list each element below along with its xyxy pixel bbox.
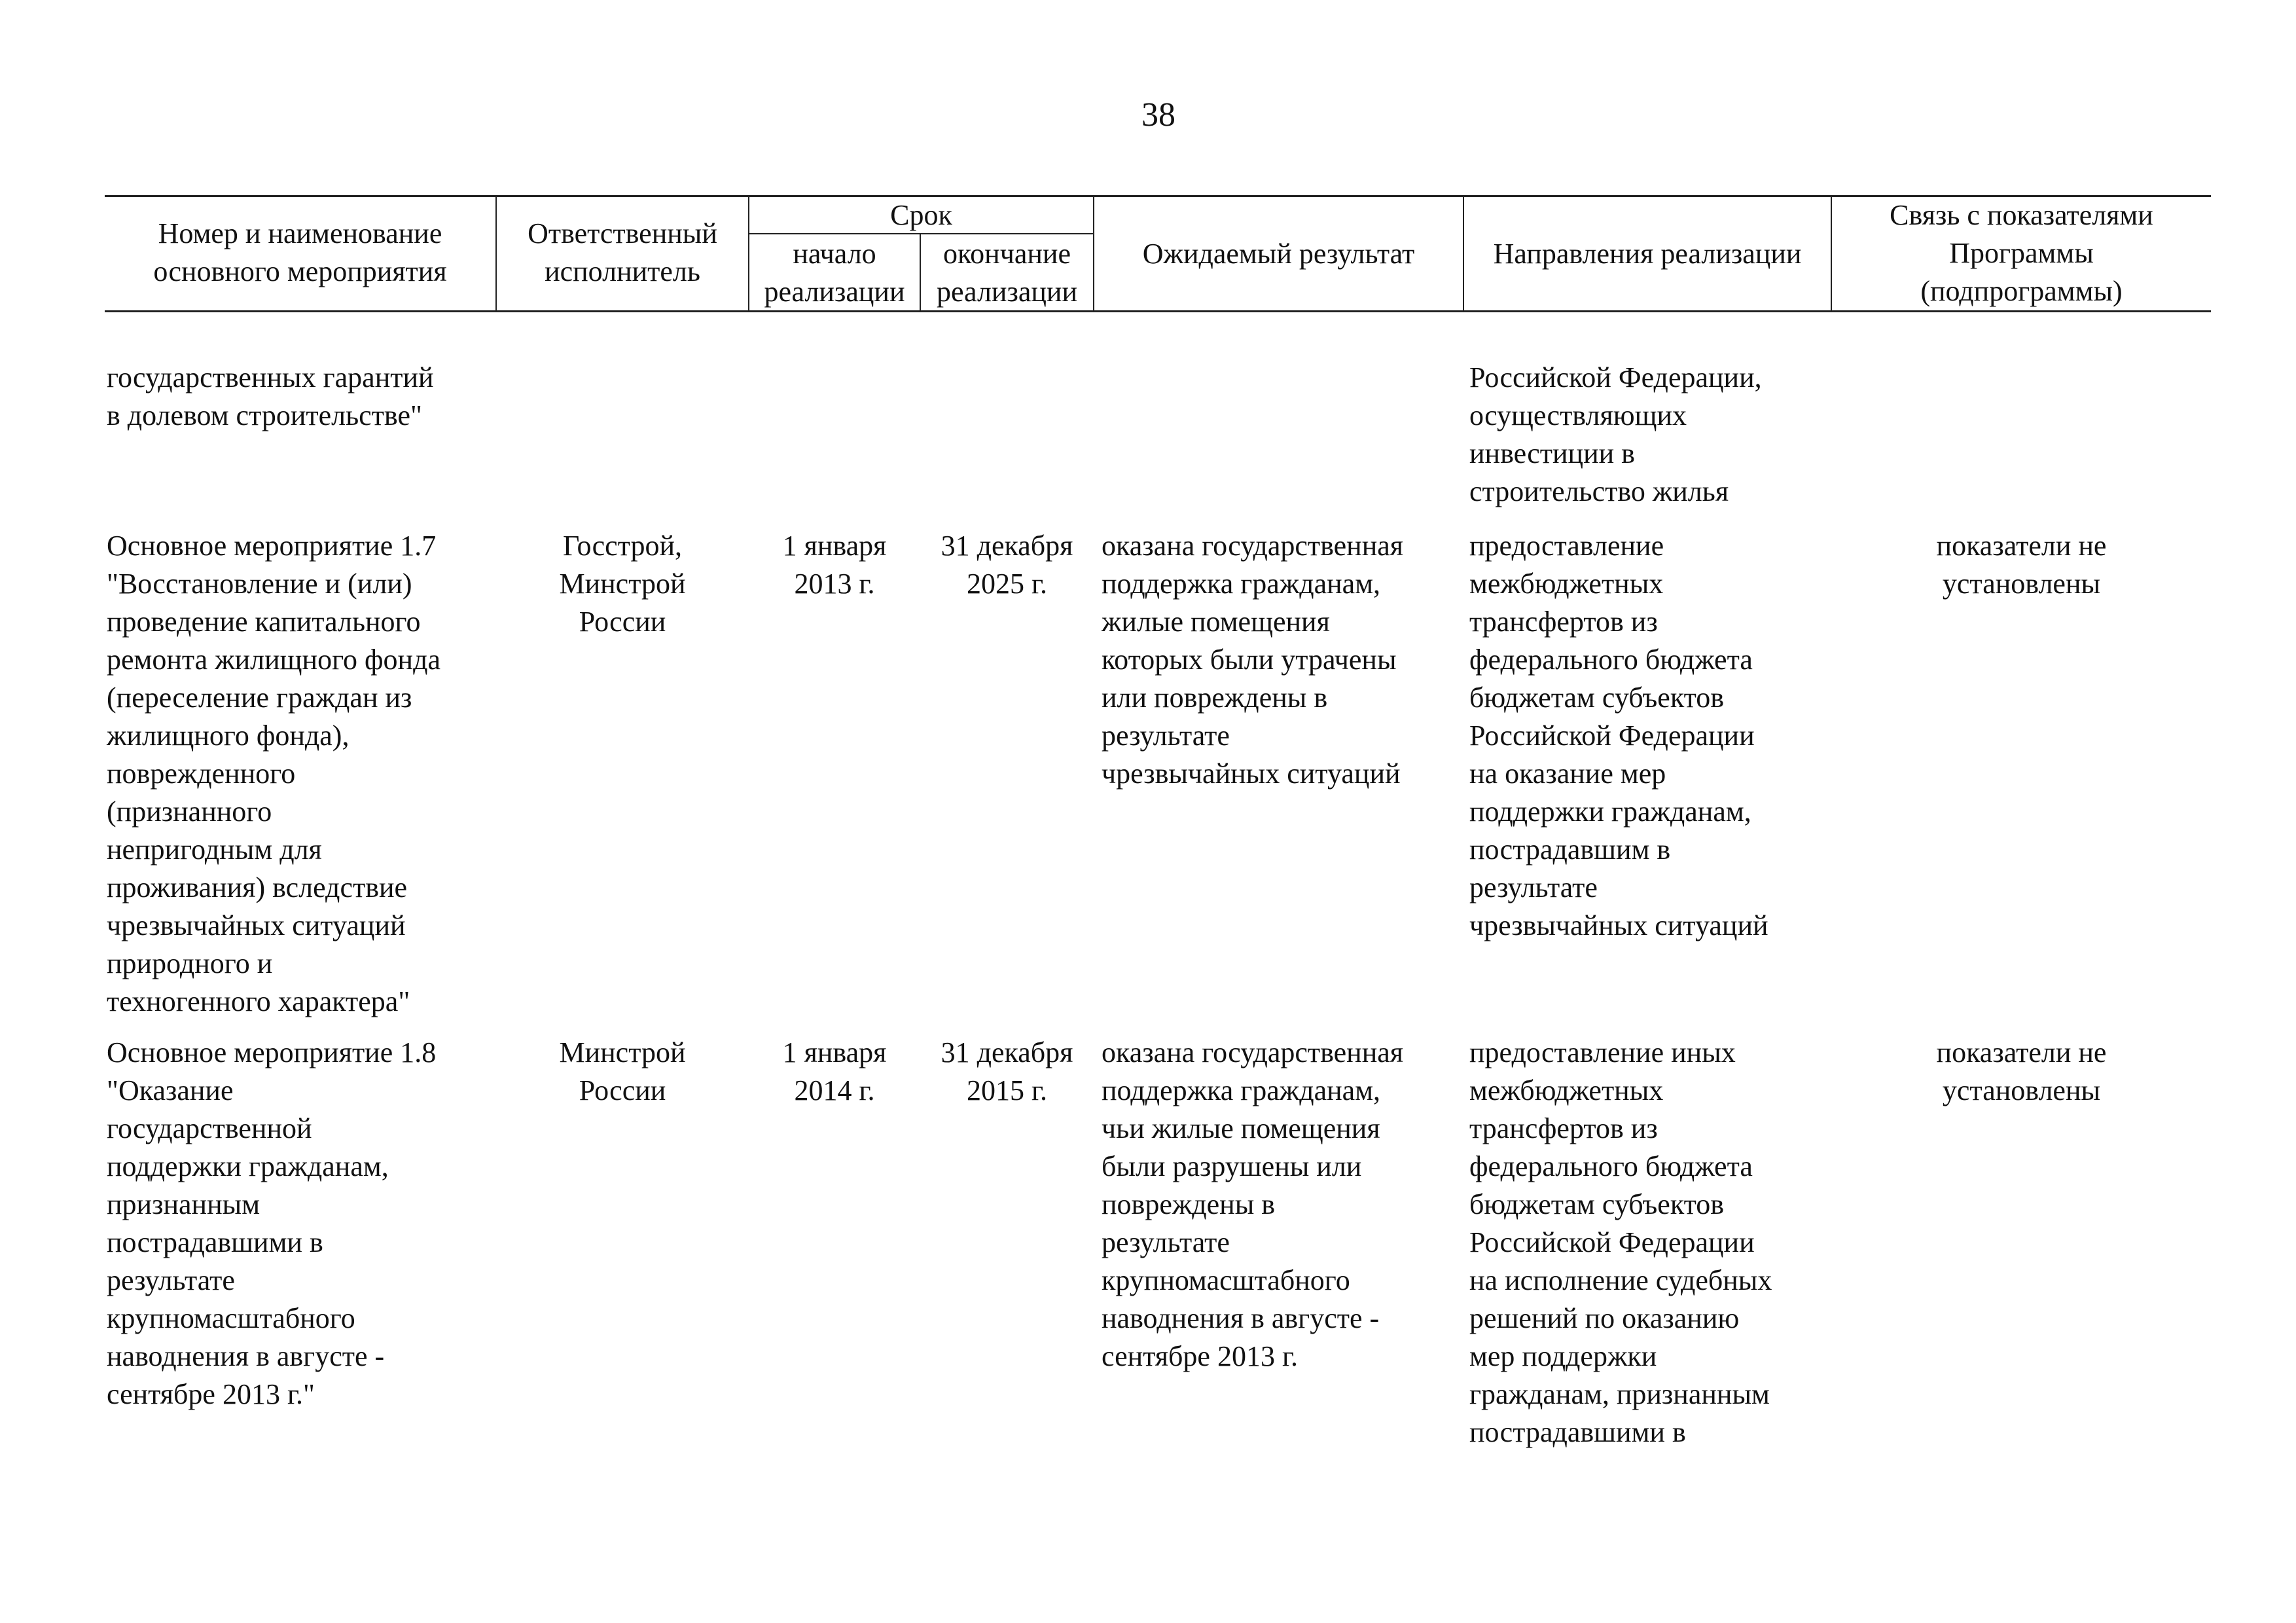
row-2-result-line: поддержка гражданам, [1102,1074,1381,1106]
row-1-name-line: проведение капитального [107,606,421,638]
page-number: 38 [1141,96,1175,134]
row-1-name [107,527,493,1021]
row-2-name-line: государственной [107,1112,312,1144]
row-2-directions-line: предоставление иных [1469,1036,1736,1068]
row-1-name-line: (признанного [107,795,272,828]
row-2-directions-line: решений по оказанию [1469,1302,1740,1334]
row-2-name-line: "Оказание [107,1074,234,1106]
row-2-directions-line: Российской Федерации [1469,1226,1755,1258]
row-1-directions-line: предоставление [1469,530,1664,562]
row-1-responsible [497,527,748,641]
header-name-line: основного мероприятия [153,255,447,287]
row-2-directions-line: межбюджетных [1469,1074,1664,1106]
row-0-directions-line: Российской Федерации, [1469,361,1762,393]
row-1-end-line: 31 декабря [941,530,1073,562]
header-start-line: реализации [764,276,905,308]
row-2-result-line: чьи жилые помещения [1102,1112,1380,1144]
row-2-name-line: поддержки гражданам, [107,1150,389,1182]
row-1-result-line: оказана государственная [1102,530,1404,562]
row-2-directions-line: федерального бюджета [1469,1150,1753,1182]
row-1-end-line: 2025 г. [966,568,1048,600]
row-1-name-line: непригодным для [107,833,322,866]
row-2-name-line: крупномасштабного [107,1302,355,1334]
row-1-name-line: поврежденного [107,757,296,790]
row-0-directions-line: осуществляющих [1469,399,1687,431]
row-2-name-line: наводнения в августе - [107,1340,385,1372]
row-1-start-line: 1 января [782,530,887,562]
row-1-result-line: которых были утрачены [1102,644,1397,676]
row-2-start-line: 1 января [782,1036,887,1068]
header-start-line: начало [793,238,876,270]
row-1-result-line: жилые помещения [1102,606,1330,638]
row-1-result-line: чрезвычайных ситуаций [1102,757,1401,790]
row-1-name-line: (переселение граждан из [107,682,412,714]
row-2-directions-line: гражданам, признанным [1469,1378,1770,1410]
row-1-responsible-line: России [579,606,666,638]
row-1-directions-line: межбюджетных [1469,568,1664,600]
row-1-directions-line: федерального бюджета [1469,644,1753,676]
row-1-directions-line: Российской Федерации [1469,720,1755,752]
row-1-name-line: жилищного фонда), [107,720,350,752]
row-2-directions-line: мер поддержки [1469,1340,1657,1372]
row-2-name [107,1034,493,1413]
row-2-result-line: были разрушены или [1102,1150,1362,1182]
row-2-end-line: 2015 г. [966,1074,1048,1106]
row-2-name-line: Основное мероприятие 1.8 [107,1036,437,1068]
header-responsible [497,215,748,291]
row-2-responsible [497,1034,748,1110]
row-2-name-line: результате [107,1264,235,1296]
row-2-name-line: сентябре 2013 г." [107,1378,315,1410]
header-name-line: Номер и наименование [158,217,442,249]
row-2-directions [1469,1034,1829,1451]
row-2-end [921,1034,1093,1110]
header-responsible-line: исполнитель [545,255,700,287]
row-0-directions-line: строительство жилья [1469,475,1729,507]
row-2-result-line: оказана государственная [1102,1036,1404,1068]
row-0-name-line: в долевом строительстве" [107,399,422,431]
row-0-directions-line: инвестиции в [1469,437,1635,469]
row-2-indicators [1832,1034,2211,1110]
header-end-line: окончание [943,238,1071,270]
header-directions: Направления реализации [1493,238,1802,270]
header-indicators-line: Программы [1949,237,2094,269]
row-1-directions-line: поддержки гражданам, [1469,795,1751,828]
row-1-start [749,527,920,603]
header-responsible-line: Ответственный [528,217,717,249]
row-1-indicators-line: установлены [1942,568,2101,600]
row-1-directions-line: пострадавшим в [1469,833,1671,866]
header-indicators-line: Связь с показателями [1890,199,2153,231]
row-2-directions-line: трансфертов из [1469,1112,1658,1144]
header-indicators-line: (подпрограммы) [1920,275,2123,307]
row-2-result-line: крупномасштабного [1102,1264,1350,1296]
header-term: Срок [890,199,952,231]
row-1-name-line: проживания) вследствие [107,871,408,903]
header-bottom-rule [105,310,2211,312]
row-2-indicators-line: установлены [1942,1074,2101,1106]
header-name [105,215,495,291]
row-2-indicators-line: показатели не [1936,1036,2107,1068]
row-1-start-line: 2013 г. [794,568,875,600]
row-2-result-line: сентябре 2013 г. [1102,1340,1299,1372]
row-0-directions [1469,359,1829,511]
row-1-directions [1469,527,1829,945]
row-1-directions-line: трансфертов из [1469,606,1658,638]
row-1-result-line: поддержка гражданам, [1102,568,1381,600]
row-2-start [749,1034,920,1110]
row-1-responsible-line: Минстрой [559,568,686,600]
header-start [749,235,920,311]
row-2-result-line: повреждены в [1102,1188,1276,1220]
row-1-name-line: Основное мероприятие 1.7 [107,530,437,562]
row-1-name-line: ремонта жилищного фонда [107,644,441,676]
row-2-result [1102,1034,1462,1376]
header-end-line: реализации [936,276,1078,308]
row-1-directions-line: бюджетам субъектов [1469,682,1725,714]
row-1-result-line: результате [1102,720,1230,752]
row-1-directions-line: на оказание мер [1469,757,1666,790]
header-end [921,235,1093,311]
row-2-result-line: результате [1102,1226,1230,1258]
row-1-name-line: чрезвычайных ситуаций [107,909,406,941]
row-1-result-line: или повреждены в [1102,682,1328,714]
row-1-directions-line: результате [1469,871,1598,903]
row-2-end-line: 31 декабря [941,1036,1073,1068]
row-2-result-line: наводнения в августе - [1102,1302,1380,1334]
row-2-responsible-line: России [579,1074,666,1106]
row-1-end [921,527,1093,603]
row-2-responsible-line: Минстрой [559,1036,686,1068]
row-2-directions-line: пострадавшими в [1469,1416,1686,1448]
row-2-name-line: пострадавшими в [107,1226,323,1258]
row-2-directions-line: на исполнение судебных [1469,1264,1772,1296]
row-1-name-line: техногенного характера" [107,985,410,1017]
row-1-directions-line: чрезвычайных ситуаций [1469,909,1768,941]
row-1-result [1102,527,1462,793]
row-2-start-line: 2014 г. [794,1074,875,1106]
row-1-responsible-line: Госстрой, [562,530,683,562]
row-1-indicators-line: показатели не [1936,530,2107,562]
row-1-name-line: "Восстановление и (или) [107,568,412,600]
header-result: Ожидаемый результат [1142,238,1415,270]
row-2-name-line: признанным [107,1188,260,1220]
row-0-name-line: государственных гарантий [107,361,434,393]
header-indicators [1832,196,2211,310]
row-1-name-line: природного и [107,947,273,979]
row-2-directions-line: бюджетам субъектов [1469,1188,1725,1220]
row-0-name [107,359,493,435]
row-1-indicators [1832,527,2211,603]
